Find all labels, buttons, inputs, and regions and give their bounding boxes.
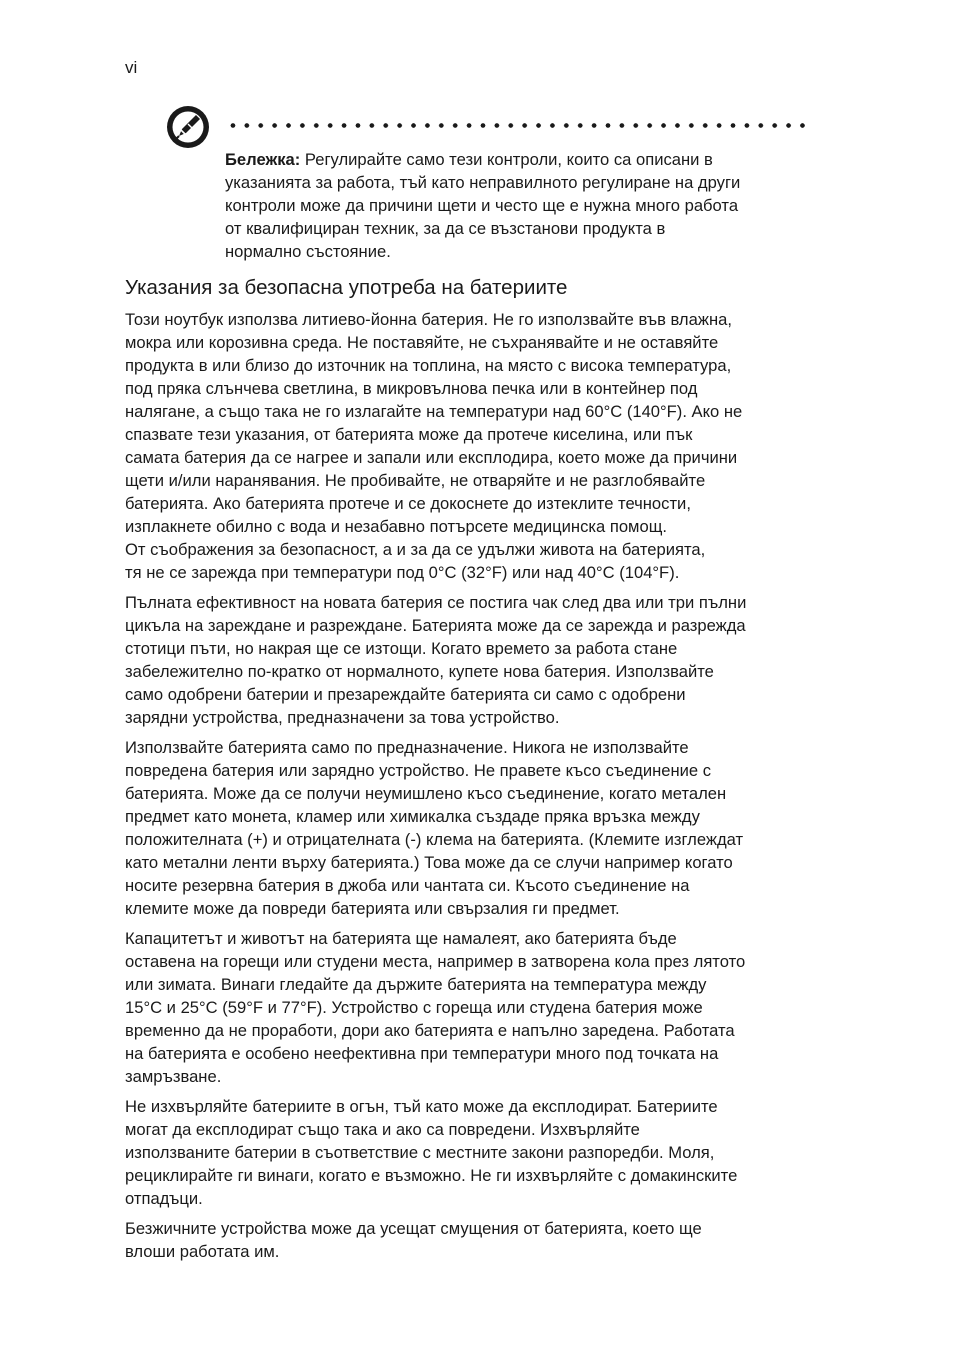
text-line: могат да експлодират също така и ако са повредени. Изхвърляйте <box>125 1120 640 1139</box>
text-line: отпадъци. <box>125 1189 203 1208</box>
text-line: на батерията е особено неефективна при температури много под точката на <box>125 1044 719 1063</box>
note-label: Бележка: <box>225 150 301 169</box>
text-line: мокра или корозивна среда. Не поставяйте, не съхранявайте и не оставяйте <box>125 333 719 352</box>
section-body <box>125 308 825 1270</box>
text-line: Пълната ефективност на новата батерия се постига чак след два или три пълни <box>125 593 747 612</box>
text-line: щети и/или наранявания. Не пробивайте, не отваряйте и не разглобявайте <box>125 471 706 490</box>
text-line: налягане, а също така не го излагайте на температури над 60°C (140°F). Ако не <box>125 402 743 421</box>
text-line: използваните батерии в съответствие с местните закони разпоредби. Моля, <box>125 1143 715 1162</box>
text-line: влоши работата им. <box>125 1242 280 1261</box>
text-line: Безжичните устройства може да усещат смущения от батерията, което ще <box>125 1219 702 1238</box>
note-line: указанията за работа, тъй като неправилното регулиране на други <box>225 173 741 192</box>
text-line: под пряка слънчева светлина, в микровълнова печка или в контейнер под <box>125 379 698 398</box>
text-line: временно да не проработи, дори ако батерията е напълно заредена. Работата <box>125 1021 735 1040</box>
section-heading: Указания за безопасна употреба на батериите <box>125 276 568 299</box>
paragraph-5 <box>125 1095 825 1210</box>
paragraph-2 <box>125 591 825 729</box>
text-line: Използвайте батерията само по предназначение. Никога не използвайте <box>125 738 689 757</box>
text-line: Не изхвърляйте батериите в огън, тъй като може да експлодират. Батериите <box>125 1097 718 1116</box>
text-line: клемите може да повреди батерията или свързалия ги предмет. <box>125 899 620 918</box>
text-line: рециклирайте ги винаги, когато е възможно. Не ги изхвърляйте с домакинските <box>125 1166 738 1185</box>
paragraph-4 <box>125 927 825 1088</box>
note-line: Регулирайте само тези контроли, които са описани в <box>300 150 713 169</box>
text-line: цикъла на зареждане и разреждане. Батерията може да се зарежда и разрежда <box>125 616 746 635</box>
text-line: батерията. Може да се получи неумишлено късо съединение, когато метален <box>125 784 727 803</box>
note-block <box>225 148 825 263</box>
text-line: или зимата. Винаги гледайте да държите батерията на температура между <box>125 975 707 994</box>
paragraph-3 <box>125 736 825 920</box>
text-line: Капацитетът и животът на батерията ще намалеят, ако батерията бъде <box>125 929 677 948</box>
text-line: положителната (+) и отрицателната (-) клема на батерията. (Клемите изглеждат <box>125 830 744 849</box>
note-pencil-icon <box>166 105 210 149</box>
note-line: от квалифициран техник, за да се възстанови продукта в <box>225 219 666 238</box>
text-line: изплакнете обилно с вода и незабавно потърсете медицинска помощ. <box>125 517 667 536</box>
text-line: самата батерия да се нагрее и запали или експлодира, което може да причини <box>125 448 738 467</box>
page-number: vi <box>125 58 138 77</box>
text-line: 15°C и 25°C (59°F и 77°F). Устройство с гореща или студена батерия може <box>125 998 703 1017</box>
text-line: От съображения за безопасност, а и за да се удължи живота на батерията, <box>125 540 706 559</box>
text-line: замръзване. <box>125 1067 222 1086</box>
note-line: контроли може да причини щети и често ще е нужна много работа <box>225 196 739 215</box>
note-divider <box>226 123 808 128</box>
text-line: стотици пъти, но накрая ще се изтощи. Когато времето за работа стане <box>125 639 678 658</box>
text-line: батерията. Ако батерията протече и се докоснете до изтеклите течности, <box>125 494 691 513</box>
text-line: продукта в или близо до източник на топлина, на място с висока температура, <box>125 356 732 375</box>
text-line: зарядни устройства, предназначени за това устройство. <box>125 708 560 727</box>
text-line: повредена батерия или зарядно устройство. Не правете късо съединение с <box>125 761 712 780</box>
text-line: забележително по-кратко от нормалното, купете нова батерия. Използвайте <box>125 662 714 681</box>
note-line: нормално състояние. <box>225 242 391 261</box>
text-line: като метални ленти върху батерията.) Това може да се случи например когато <box>125 853 733 872</box>
text-line: оставена на горещи или студени места, например в затворена кола през лятото <box>125 952 746 971</box>
text-line: само одобрени батерии и презареждайте батерията си само с одобрени <box>125 685 686 704</box>
text-line: Този ноутбук използва литиево-йонна батерия. Не го използвайте във влажна, <box>125 310 732 329</box>
paragraph-1 <box>125 308 825 584</box>
text-line: спазвате тези указания, от батерията може да протече киселина, или пък <box>125 425 693 444</box>
paragraph-6 <box>125 1217 825 1263</box>
text-line: тя не се зарежда при температури под 0°C (32°F) или над 40°C (104°F). <box>125 563 680 582</box>
text-line: предмет като монета, кламер или химикалка създаде пряка връзка между <box>125 807 700 826</box>
text-line: носите резервна батерия в джоба или чантата си. Късото съединение на <box>125 876 690 895</box>
